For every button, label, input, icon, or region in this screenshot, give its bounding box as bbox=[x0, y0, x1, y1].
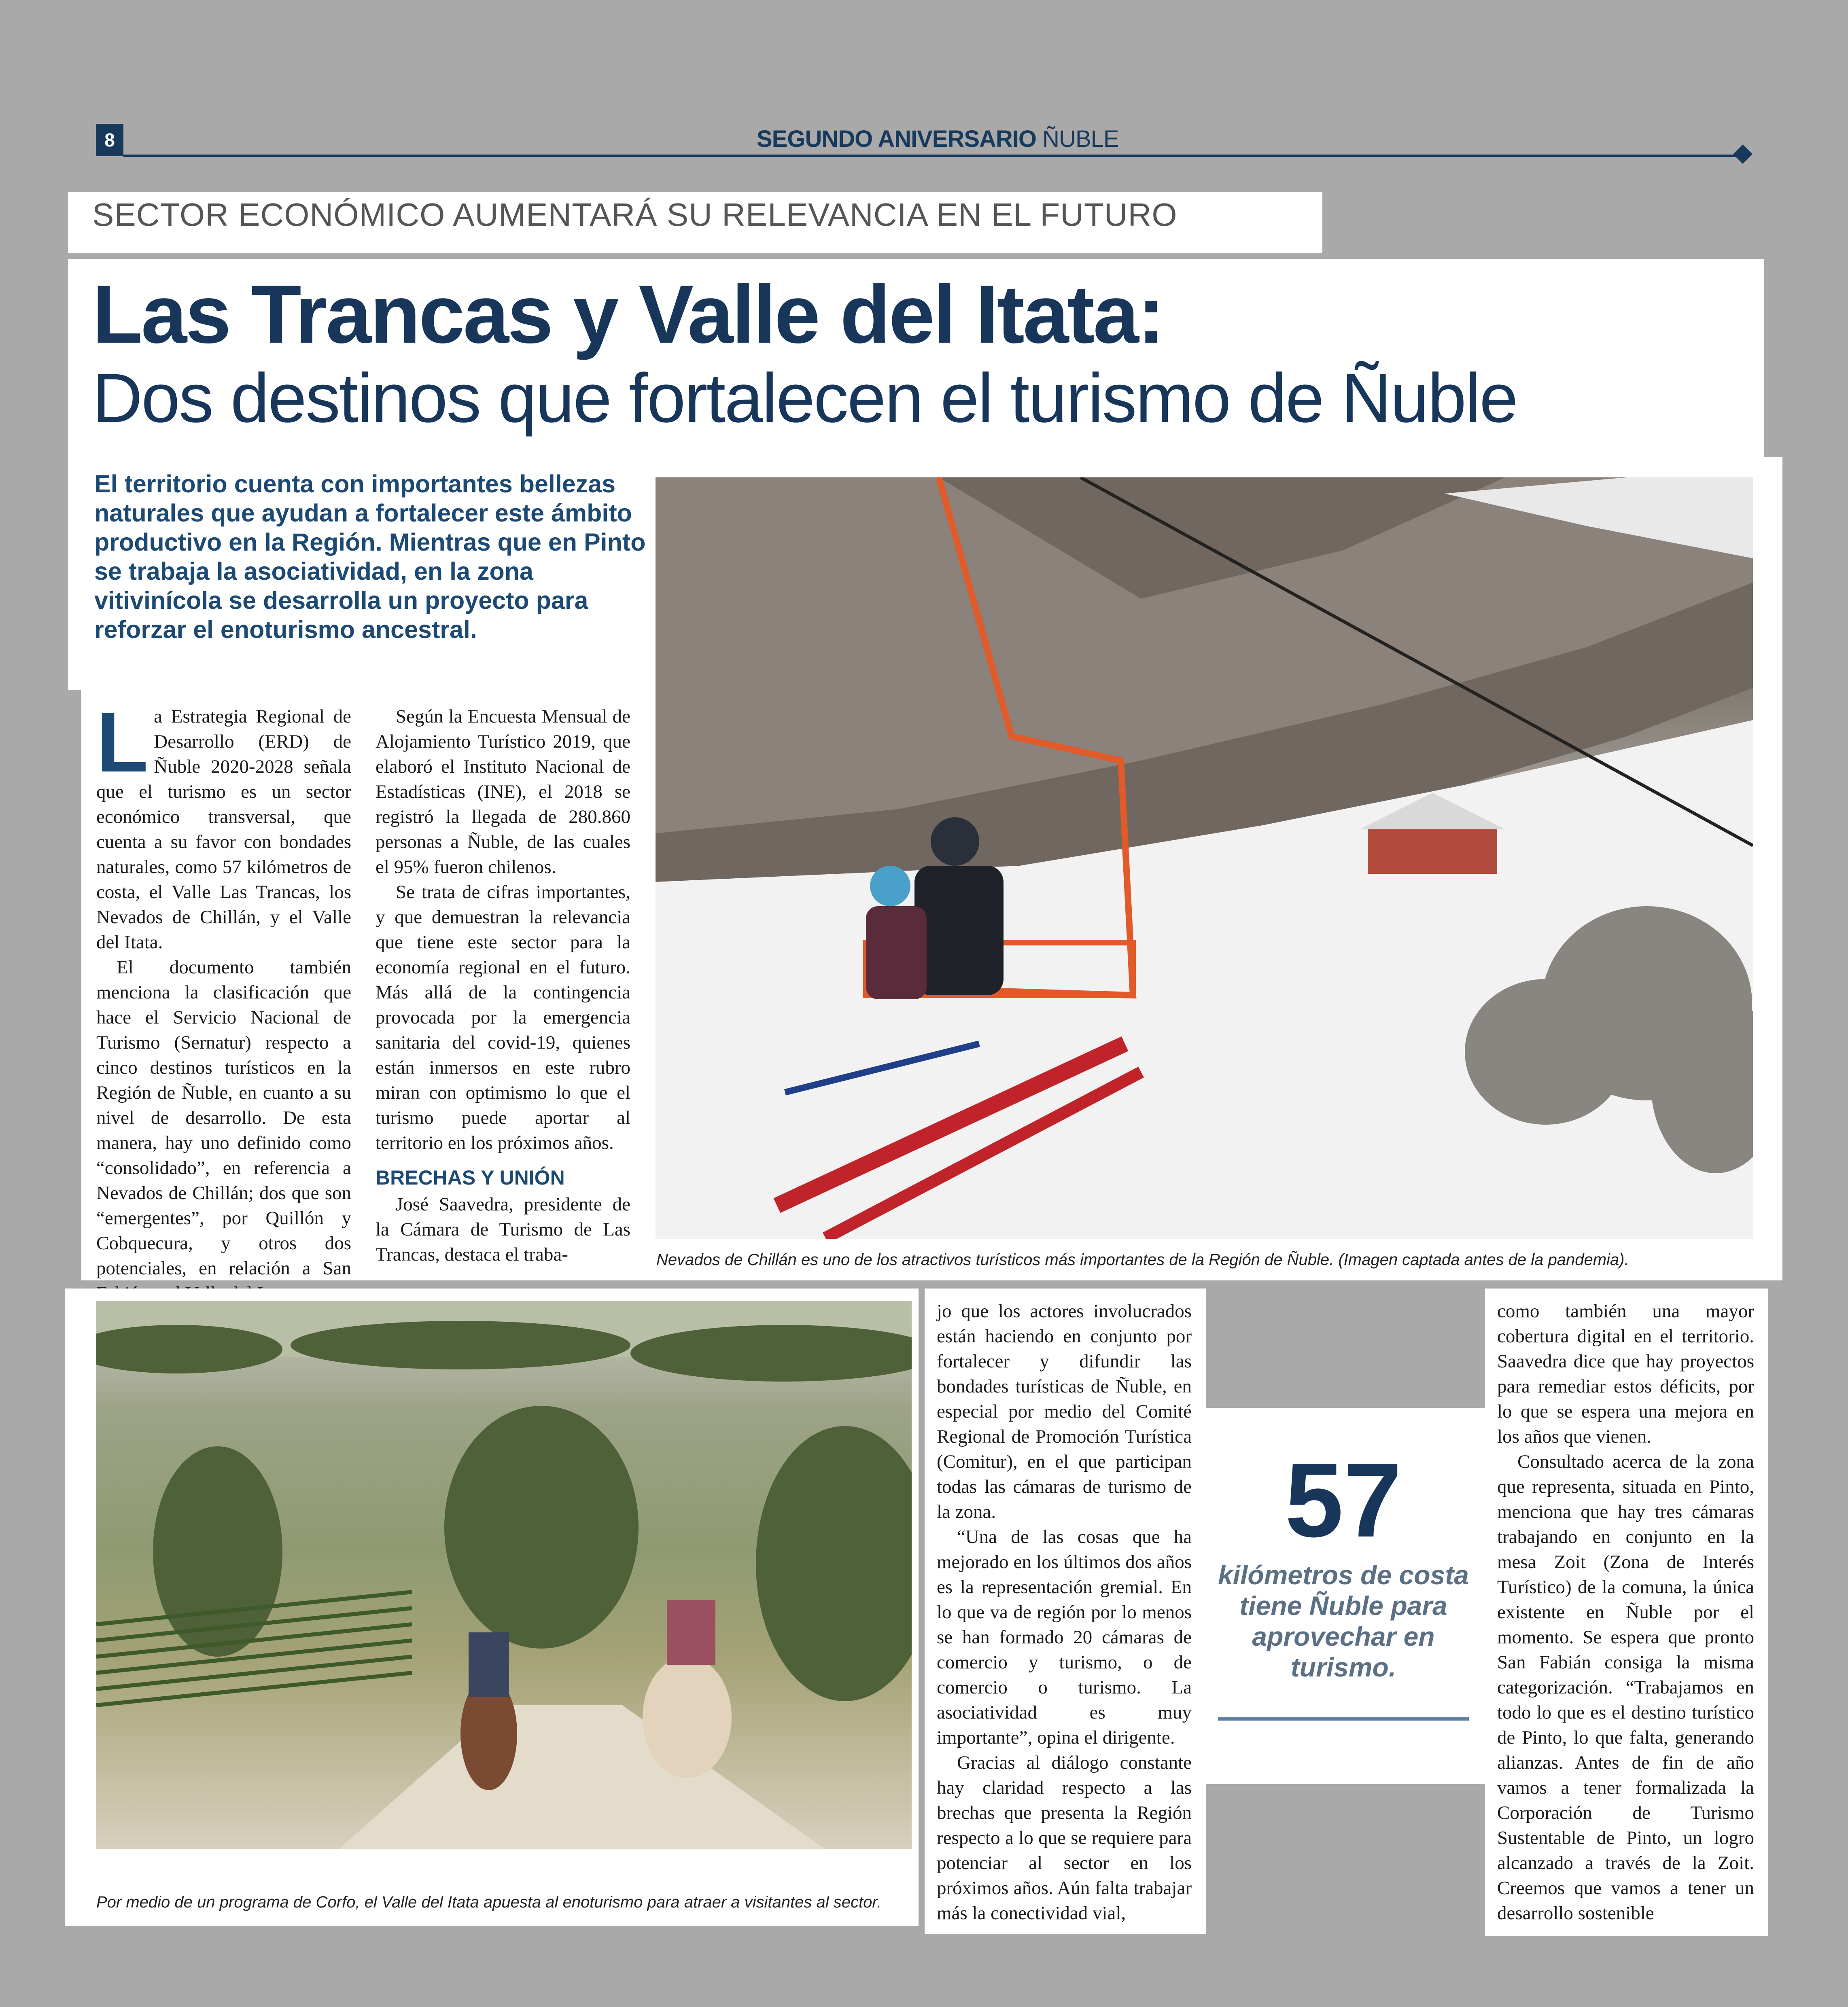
section-title-light: ÑUBLE bbox=[1042, 126, 1119, 152]
article-paragraph: como también una mayor cobertura digital en el territorio. Saavedra dice que hay proyectos para remediar estos déficits, por lo que se espera una mejora en los años que vienen. bbox=[1497, 1301, 1754, 1447]
stat-description: kilómetros de costa tiene Ñuble para aprovechar en turismo. bbox=[1218, 1560, 1469, 1682]
article-paragraph: Consultado acerca de la zona que representa, situada en Pinto, menciona que hay tres cámaras trabajando en conjunto en la mesa Zoit (Zona de Interés Turístico) de la comuna, la única existente en Ñuble por el momento. Se espera que pronto San Fabián consiga la misma categorización. “Trabajamos en todo lo que es el destino turístico de Pinto, lo que falta, generando alianzas. Antes de fin de año vamos a tener formalizada la Corporación de Turismo Sustentable de Pinto, un logro alcanzado a través de la Zoit. Creemos que vamos a tener un desarrollo sostenible bbox=[1497, 1451, 1754, 1924]
article-column-2 bbox=[376, 704, 630, 1267]
article-paragraph: jo que los actores involucrados están haciendo en conjunto por fortalecer y difundir las bondades turísticas de Ñuble, en especial por medio del Comité Regional de Promoción Turística (Comitur), en el que participan todas las cámaras de turismo de la zona. bbox=[937, 1301, 1192, 1522]
article-paragraph: “Una de las cosas que ha mejorado en los últimos dos años es la representación gremial. En lo que va de región por lo menos se han formado 20 cámaras de comercio y turismo, o de comercio o turismo. La asociatividad es muy importante”, opina el dirigente. bbox=[937, 1526, 1192, 1748]
header-rule bbox=[123, 155, 1745, 157]
article-subhead: BRECHAS Y UNIÓN bbox=[376, 1166, 565, 1189]
article-paragraph: Gracias al diálogo constante hay claridad respecto a las brechas que presenta la Región respecto a lo que se requiere para potenciar al sector en los próximos años. Aún falta trabajar más la conectividad vial, bbox=[937, 1752, 1192, 1924]
kicker: SECTOR ECONÓMICO AUMENTARÁ SU RELEVANCIA EN EL FUTURO bbox=[92, 197, 1178, 233]
dropcap: L bbox=[96, 695, 149, 790]
stat-number: 57 bbox=[1285, 1442, 1402, 1559]
article-column-1 bbox=[96, 695, 351, 1306]
headline-panel bbox=[68, 259, 1764, 469]
section-title-bold: SEGUNDO ANIVERSARIO bbox=[757, 126, 1037, 152]
subheadline: Dos destinos que fortalecen el turismo de Ñuble bbox=[92, 359, 1517, 437]
article-paragraph: José Saavedra, presidente de la Cámara de Turismo de Las Trancas, destaca el traba- bbox=[376, 1194, 630, 1265]
lead-panel bbox=[68, 461, 651, 690]
article-column-4 bbox=[1497, 1299, 1754, 1926]
horseback-photo bbox=[96, 1301, 912, 1849]
ski-lift-photo bbox=[656, 477, 1753, 1239]
ski-lift-illustration bbox=[656, 477, 1753, 1239]
lead-paragraph: El territorio cuenta con importantes bellezas naturales que ayudan a fortalecer este ámbito productivo en la Región. Mientras que en Pinto se trabaja la asociatividad, en la zona vitivinícola se desarrolla un proyecto para reforzar el enoturismo ancestral. bbox=[94, 470, 646, 643]
article-paragraph: a Estrategia Regional de Desarrollo (ERD) de Ñuble 2020-2028 señala que el turismo es un sector económico transversal, que cuenta a su favor con bondades naturales, como 57 kilómetros de costa, el Valle Las Trancas, los Nevados de Chillán, y el Valle del Itata. bbox=[96, 706, 351, 953]
diamond-icon bbox=[1733, 144, 1753, 164]
article-column-3 bbox=[937, 1299, 1192, 1926]
headline: Las Trancas y Valle del Itata: bbox=[92, 268, 1163, 360]
article-paragraph: Se trata de cifras importantes, y que demuestran la relevancia que tiene este sector para la economía regional en el futuro. Más allá de la contingencia provocada por la emergencia sanitaria del covid-19, quienes están inmersos en este rubro miran con optimismo lo que el turismo puede aportar al territorio en los próximos años. bbox=[376, 882, 630, 1153]
article-paragraph: Según la Encuesta Mensual de Alojamiento Turístico 2019, que elaboró el Instituto Nacional de Estadísticas (INE), el 2018 se registró la llegada de 280.860 personas a Ñuble, de las cuales el 95% fueron chilenos. bbox=[376, 706, 630, 877]
article-paragraph: El documento también menciona la clasificación que hace el Servicio Nacional de Turismo (Sernatur) respecto a cinco destinos turísticos en la Región de Ñuble, en cuanto a su nivel de desarrollo. De esta manera, hay uno definido como “consolidado”, en referencia a Nevados de Chillán; dos que son “emergentes”, por Quillón y Cobquecura, y otros dos potenciales, en relación a San bbox=[96, 957, 351, 1279]
section-title bbox=[757, 125, 1119, 153]
ski-photo-caption: Nevados de Chillán es uno de los atractivos turísticos más importantes de la Región de Ñuble. (Imagen captada antes de la pandemia). bbox=[656, 1251, 1629, 1269]
horse-photo-caption: Por medio de un programa de Corfo, el Valle del Itata apuesta al enoturismo para atraer a visitantes al sector. bbox=[96, 1893, 882, 1911]
kicker-panel bbox=[68, 192, 1322, 253]
page-number: 8 bbox=[96, 124, 123, 156]
horseback-illustration bbox=[96, 1301, 912, 1849]
stat-rule bbox=[1218, 1717, 1469, 1721]
